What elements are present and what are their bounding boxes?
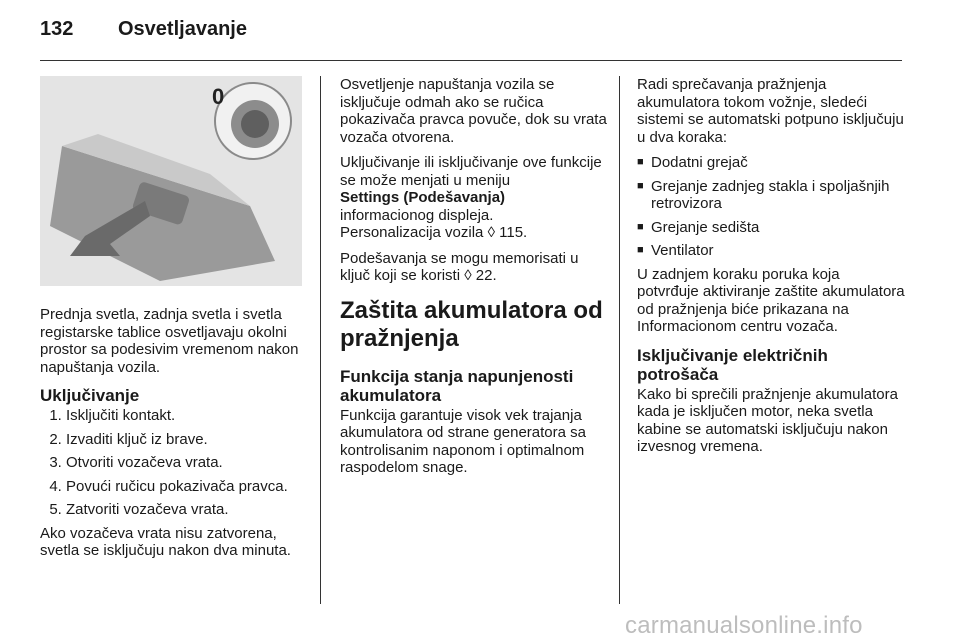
section-heading: Zaštita akumulatora od pražnjenja [340, 296, 603, 352]
list-item: ■ Grejanje sedišta [637, 219, 905, 237]
subsection-heading: Isključivanje električnih potrošača [637, 345, 828, 384]
list-item: 5. Zatvoriti vozačeva vrata. [66, 501, 308, 519]
list-item: 4. Povući ručicu pokazivača pravca. [66, 478, 308, 496]
list-item: 1. Isključiti kontakt. [66, 407, 308, 425]
turn-signal-lever-figure [40, 76, 302, 286]
column-divider-2 [619, 76, 620, 604]
steps-list [40, 407, 308, 519]
list-item: 2. Izvaditi ključ iz brave. [66, 431, 308, 449]
list-item: 3. Otvoriti vozačeva vrata. [66, 454, 308, 472]
watermark: carmanualsonline.info [625, 612, 863, 639]
column-1 [40, 76, 308, 568]
header-rule [40, 60, 902, 61]
closing-text: Ako vozačeva vrata nisu zatvorena, svetla se isključuju nakon dva minuta. [40, 524, 291, 559]
dial-label: 0 [212, 84, 225, 109]
paragraph: Kako bi sprečili pražnjenje akumulatora kada je isključen motor, neka svetla kabine se automatski isključuju nakon izvesnog vremena. [637, 385, 898, 455]
list-item: ■ Grejanje zadnjeg stakla i spoljašnjih retrovizora [637, 178, 905, 213]
paragraph: U zadnjem koraku poruka koja potvrđuje aktiviranje zaštite akumulatora od pražnjenja biće prikazana na Informacionom centru vozača. [637, 265, 905, 335]
cross-reference: Personalizacija vozila ◊ 115. [340, 224, 528, 241]
switching-on-heading: Uključivanje [40, 386, 140, 405]
column-3 [637, 76, 905, 464]
systems-list [637, 154, 905, 260]
paragraph: Radi sprečavanja pražnjenja akumulatora tokom vožnje, sledeći sistemi se automatski potpuno isključuju u dva koraka: [637, 76, 904, 146]
page-number: 132 [40, 18, 74, 40]
settings-menu-label: Settings (Podešavanja) [340, 189, 506, 206]
paragraph: Osvetljenje napuštanja vozila se isključuje odmah ako se ručica pokazivača pravca povuče, dok su vrata vozača otvorena. [340, 76, 607, 146]
paragraph: Podešavanja se mogu memorisati u ključ koji se koristi ◊ 22. [340, 249, 579, 284]
subsection-heading: Funkcija stanja napunjenosti akumulatora [340, 366, 574, 405]
list-item: ■ Ventilator [637, 242, 905, 260]
page-title: Osvetljavanje [118, 18, 247, 40]
list-item: ■ Dodatni grejač [637, 154, 905, 172]
column-2 [340, 76, 608, 485]
page-header [40, 18, 247, 41]
intro-text: Prednja svetla, zadnja svetla i svetla registarske tablice osvetljavaju okolni prostor sa podesivim vremenom nakon napuštanja vozila. [40, 306, 299, 376]
paragraph: Funkcija garantuje visok vek trajanja akumulatora od strane generatora sa kontrolisanim naponom i optimalnom raspodelom snage. [340, 406, 586, 476]
paragraph: Uključivanje ili isključivanje ove funkcije se može menjati u meniju Settings (Podešavanja) informacionog displeja. Personalizacija vozila ◊ 115. [340, 154, 602, 241]
column-divider-1 [320, 76, 321, 604]
